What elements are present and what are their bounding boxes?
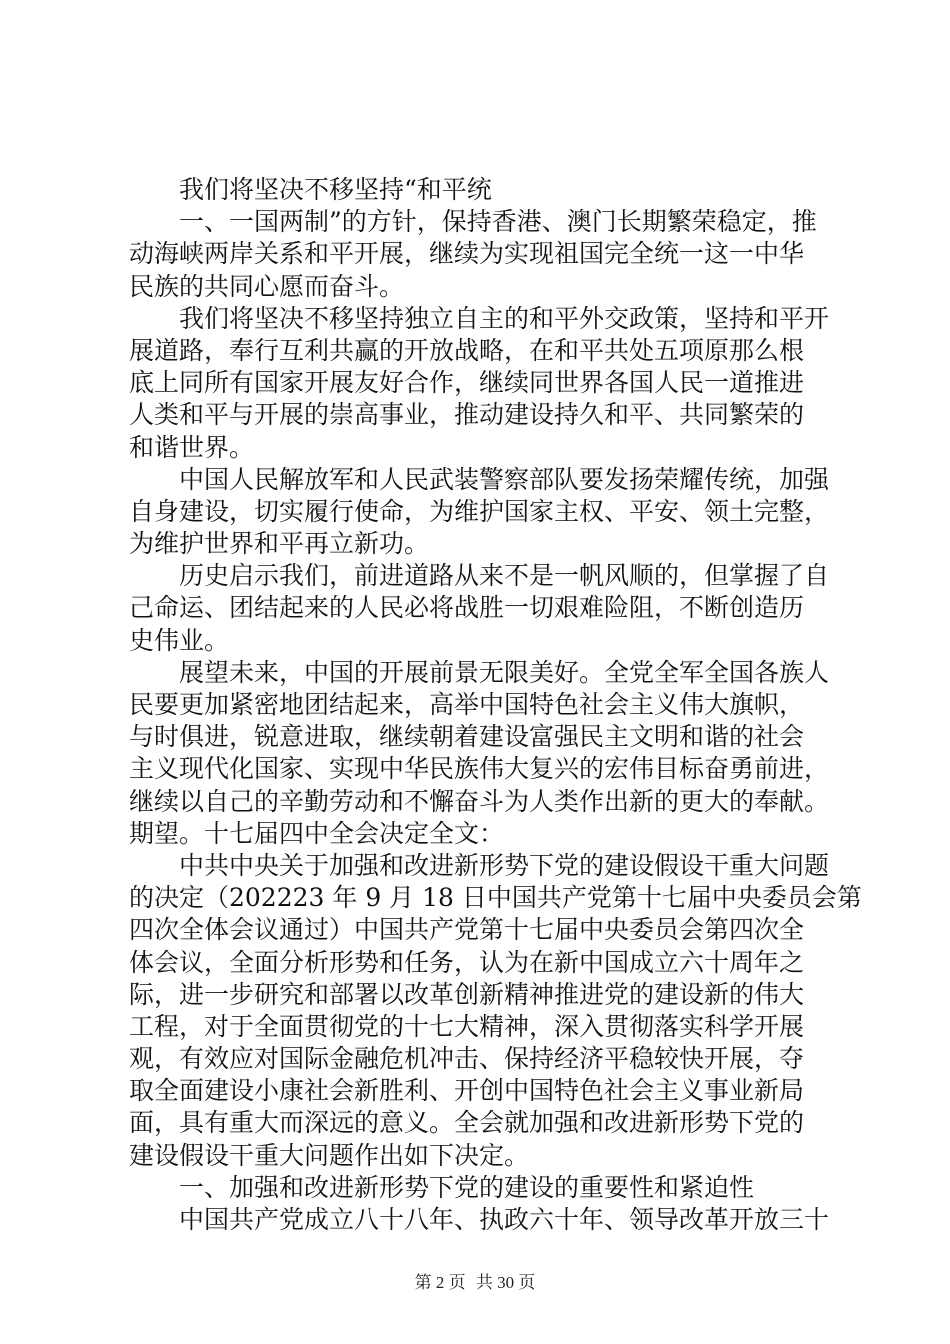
text-line: 底上同所有国家开展友好合作，继续同世界各国人民一道推进 <box>129 368 805 398</box>
text-line: 际，进一步研究和部署以改革创新精神推进党的建设新的伟大 <box>129 979 805 1009</box>
text-line: 人类和平与开展的崇高事业，推动建设持久和平、共同繁荣的 <box>129 400 805 430</box>
text-line: 继续以自己的辛勤劳动和不懈奋斗为人类作出新的更大的奉献。 <box>129 786 830 816</box>
text-line: 面，具有重大而深远的意义。全会就加强和改进新形势下党的 <box>129 1108 805 1138</box>
text-line: 期望。十七届四中全会决定全文： <box>129 818 505 848</box>
text-line: 工程，对于全面贯彻党的十七大精神，深入贯彻落实科学开展 <box>129 1011 805 1041</box>
text-line: 四次全体会议通过）中国共产党第十七届中央委员会第四次全 <box>129 915 805 945</box>
text-line: 自身建设，切实履行使命，为维护国家主权、平安、领土完整， <box>129 496 830 526</box>
text-line: 我们将坚决不移坚持独立自主的和平外交政策，坚持和平开 <box>179 303 830 333</box>
text-line: 历史启示我们，前进道路从来不是一帆风顺的，但掌握了自 <box>179 561 830 591</box>
text-line: 一、加强和改进新形势下党的建设的重要性和紧迫性 <box>179 1172 755 1202</box>
text-line: 为维护世界和平再立新功。 <box>129 529 430 559</box>
text-line: 展道路，奉行互利共赢的开放战略，在和平共处五项原那么根 <box>129 335 805 365</box>
text-line: 史伟业。 <box>129 625 230 655</box>
text-line: 展望未来，中国的开展前景无限美好。全党全军全国各族人 <box>179 657 830 687</box>
text-line: 中国共产党成立八十八年、执政六十年、领导改革开放三十 <box>179 1205 830 1234</box>
text-line: 观，有效应对国际金融危机冲击、保持经济平稳较快开展，夺 <box>129 1044 805 1074</box>
text-line: 中共中央关于加强和改进新形势下党的建设假设干重大问题 <box>179 850 830 880</box>
page-number: 第 2 页 <box>414 1273 466 1292</box>
text-line: 我们将坚决不移坚持“和平统 <box>179 175 492 204</box>
text-line: 取全面建设小康社会新胜利、开创中国特色社会主义事业新局 <box>129 1076 805 1106</box>
text-line: 与时俱进，锐意进取，继续朝着建设富强民主文明和谐的社会 <box>129 722 805 752</box>
text-line: 民要更加紧密地团结起来，高举中国特色社会主义伟大旗帜， <box>129 690 805 719</box>
page-footer <box>0 1268 950 1293</box>
text-line: 中国人民解放军和人民武装警察部队要发扬荣耀传统，加强 <box>179 464 830 494</box>
text-line: 动海峡两岸关系和平开展，继续为实现祖国完全统一这一中华 <box>129 239 805 269</box>
page-total: 共 30 页 <box>475 1273 536 1292</box>
text-line: 主义现代化国家、实现中华民族伟大复兴的宏伟目标奋勇前进， <box>129 754 830 784</box>
text-line: 一、一国两制”的方针，保持香港、澳门长期繁荣稳定，推 <box>179 207 817 237</box>
text-line: 体会议，全面分析形势和任务，认为在新中国成立六十周年之 <box>129 947 805 977</box>
text-line: 建设假设干重大问题作出如下决定。 <box>129 1140 530 1170</box>
text-line: 和谐世界。 <box>129 432 255 462</box>
document-body <box>129 174 862 1236</box>
text-line: 民族的共同心愿而奋斗。 <box>129 271 405 301</box>
text-line: 己命运、团结起来的人民必将战胜一切艰难险阻，不断创造历 <box>129 593 805 623</box>
text-line: 的决定（202223 年 9 月 18 日中国共产党第十七届中央委员会第 <box>129 883 862 913</box>
